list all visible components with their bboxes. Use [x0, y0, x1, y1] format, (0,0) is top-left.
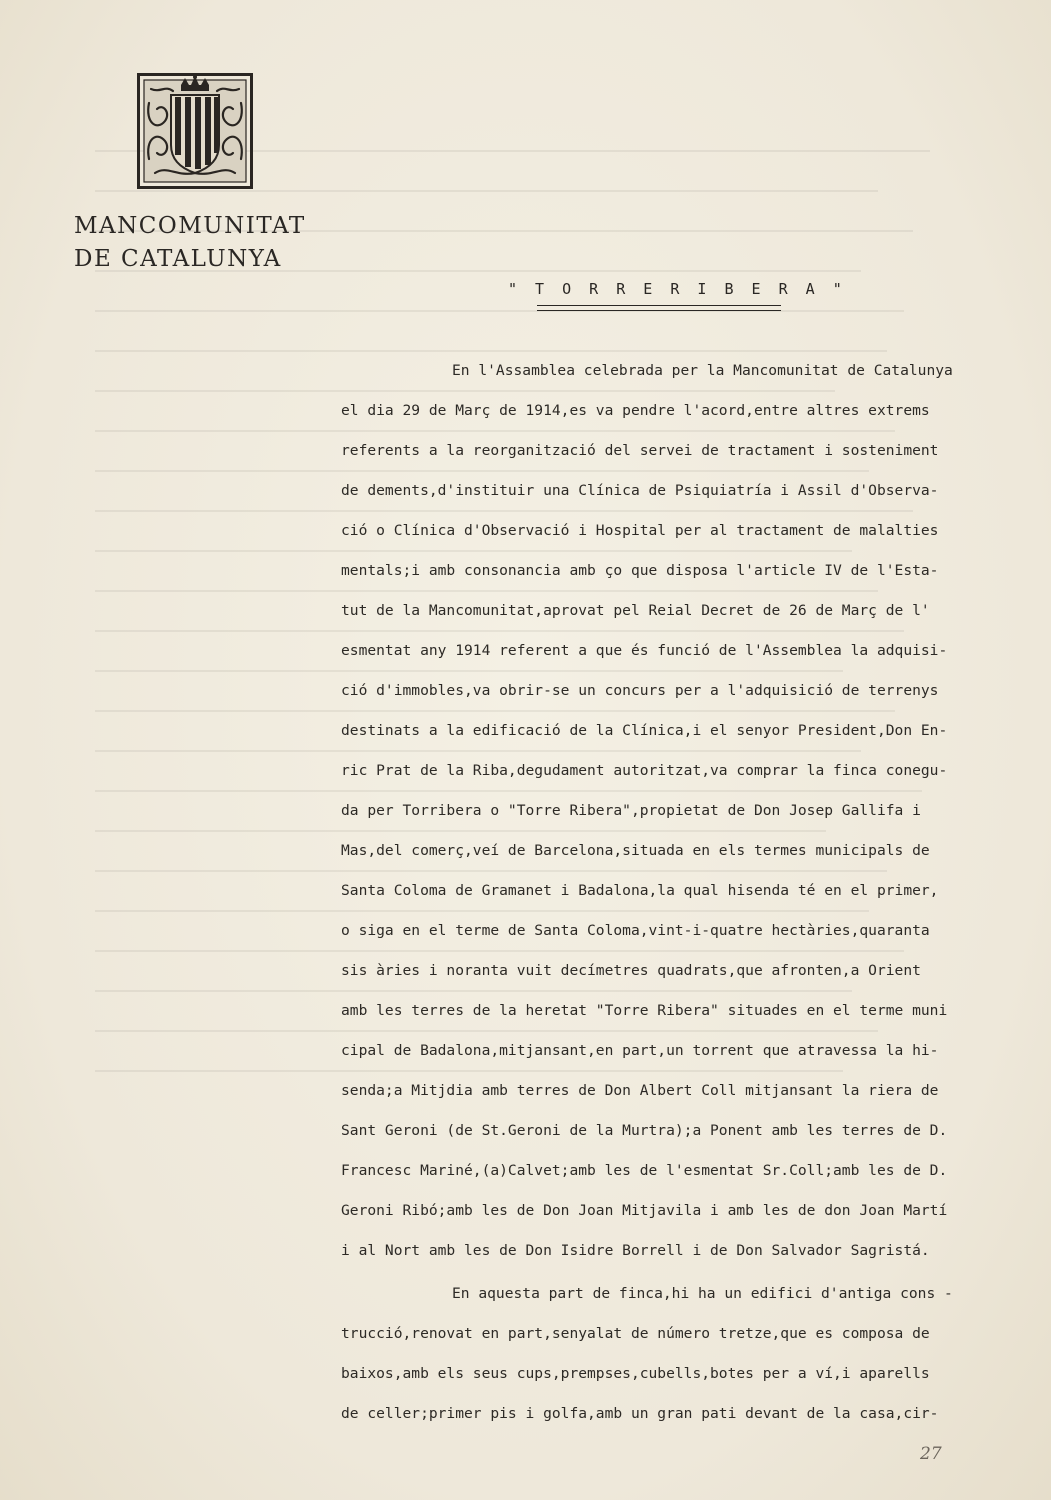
letterhead — [74, 210, 306, 276]
body-line: el dia 29 de Març de 1914,es va pendre l'acord,entre altres extrems — [341, 402, 930, 419]
body-line: de celler;primer pis i golfa,amb un gran pati devant de la casa,cir- — [341, 1405, 939, 1422]
title-underline-double — [537, 310, 781, 311]
body-line: destinats a la edificació de la Clínica,i el senyor President,Don En- — [341, 722, 948, 739]
body-line: i al Nort amb les de Don Isidre Borrell i de Don Salvador Sagristá. — [341, 1242, 930, 1259]
body-line: tut de la Mancomunitat,aprovat pel Reial Decret de 26 de Març de l' — [341, 602, 930, 619]
body-line: Francesc Mariné,(a)Calvet;amb les de l'esmentat Sr.Coll;amb les de D. — [341, 1162, 948, 1179]
body-line: amb les terres de la heretat "Torre Ribera" situades en el terme muni — [341, 1002, 948, 1019]
body-line: o siga en el terme de Santa Coloma,vint-i-quatre hectàries,quaranta — [341, 922, 930, 939]
org-name-line-1: MANCOMUNITAT — [74, 213, 306, 239]
body-line: En l'Assamblea celebrada per la Mancomunitat de Catalunya — [452, 362, 953, 379]
body-line: Geroni Ribó;amb les de Don Joan Mitjavila i amb les de don Joan Martí — [341, 1202, 948, 1219]
body-line: Santa Coloma de Gramanet i Badalona,la qual hisenda té en el primer, — [341, 882, 939, 899]
page-number: 27 — [920, 1444, 942, 1464]
body-line: da per Torribera o "Torre Ribera",propietat de Don Josep Gallifa i — [341, 802, 921, 819]
body-line: ció d'immobles,va obrir-se un concurs per a l'adquisició de terrenys — [341, 682, 939, 699]
body-line: baixos,amb els seus cups,prempses,cubells,botes per a ví,i aparells — [341, 1365, 930, 1382]
coat-of-arms-icon — [137, 73, 253, 189]
body-line: Sant Geroni (de St.Geroni de la Murtra);a Ponent amb les terres de D. — [341, 1122, 948, 1139]
body-line: mentals;i amb consonancia amb ço que disposa l'article IV de l'Esta- — [341, 562, 939, 579]
body-line: trucció,renovat en part,senyalat de número tretze,que es composa de — [341, 1325, 930, 1342]
body-line: Mas,del comerç,veí de Barcelona,situada en els termes municipals de — [341, 842, 930, 859]
body-line: ric Prat de la Riba,degudament autoritzat,va comprar la finca conegu- — [341, 762, 948, 779]
document-title: " T O R R E R I B E R A " — [508, 280, 847, 298]
org-name-line-2: DE CATALUNYA — [74, 246, 282, 272]
body-line: referents a la reorganització del servei de tractament i sosteniment — [341, 442, 939, 459]
body-line: ció o Clínica d'Observació i Hospital per al tractament de malalties — [341, 522, 939, 539]
body-line: En aquesta part de finca,hi ha un edifici d'antiga cons - — [452, 1285, 953, 1302]
body-line: de dements,d'instituir una Clínica de Psiquiatría i Assil d'Observa- — [341, 482, 939, 499]
body-line: sis àries i noranta vuit decímetres quadrats,que afronten,a Orient — [341, 962, 921, 979]
body-line: senda;a Mitjdia amb terres de Don Albert Coll mitjansant la riera de — [341, 1082, 939, 1099]
body-line: esmentat any 1914 referent a que és funció de l'Assemblea la adquisi- — [341, 642, 948, 659]
body-line: cipal de Badalona,mitjansant,en part,un torrent que atravessa la hi- — [341, 1042, 939, 1059]
title-underline — [537, 305, 781, 306]
